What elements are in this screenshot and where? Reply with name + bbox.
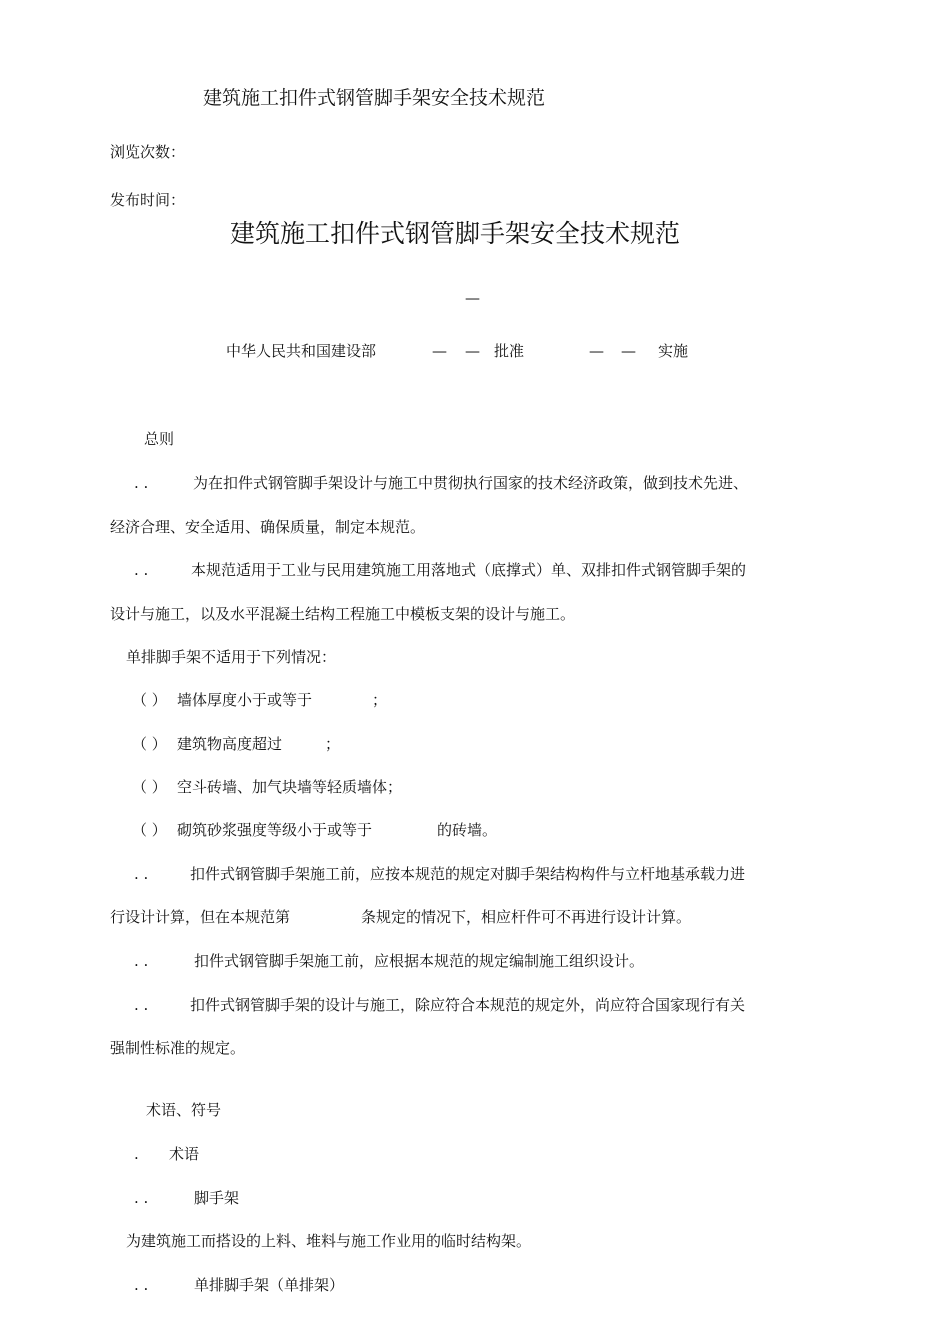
approval-dash-c: —: [589, 342, 604, 360]
clause-text: 扣件式钢管脚手架的设计与施工，除应符合本规范的规定外，尚应符合国家现行有关: [190, 996, 746, 1014]
list-item-text: 墙体厚度小于或等于: [177, 691, 313, 709]
clause-number: . .: [134, 952, 149, 970]
clause-text: 扣件式钢管脚手架施工前，应根据本规范的规定编制施工组织设计。: [194, 952, 645, 970]
title-dash: —: [465, 289, 480, 307]
approval-dash-d: —: [621, 342, 636, 360]
list-item-text: 建筑物高度超过: [177, 735, 283, 753]
publish-time-label: 发布时间：: [110, 191, 186, 209]
term-name: 脚手架: [194, 1189, 240, 1207]
list-item-tail: ；: [372, 691, 388, 709]
clause-number: . .: [134, 474, 149, 492]
list-item-text: 砌筑砂浆强度等级小于或等于: [177, 821, 373, 839]
term-number: . .: [134, 1276, 149, 1294]
page-title: 建筑施工扣件式钢管脚手架安全技术规范: [203, 87, 546, 109]
list-item-mark: （ ）: [132, 735, 167, 753]
term-name: 单排脚手架（单排架）: [194, 1276, 345, 1294]
section-heading-terms: 术语、符号: [146, 1101, 222, 1119]
clause-text: 行设计计算，但在本规范第: [110, 908, 291, 926]
clause-number: . .: [134, 561, 149, 579]
approval-implement: 实施: [658, 342, 689, 360]
list-item-mark: （ ）: [132, 778, 167, 796]
list-item-mark: （ ）: [132, 691, 167, 709]
clause-text: 条规定的情况下，相应杆件可不再进行设计计算。: [361, 908, 692, 926]
list-item-tail: ；: [325, 735, 341, 753]
term-definition: 为建筑施工而搭设的上料、堆料与施工作业用的临时结构架。: [126, 1232, 532, 1250]
clause-number: . .: [134, 996, 149, 1014]
list-item-text: 空斗砖墙、加气块墙等轻质墙体；: [177, 778, 403, 796]
approval-approve: 批准: [494, 342, 525, 360]
clause-text: 扣件式钢管脚手架施工前，应按本规范的规定对脚手架结构构件与立杆地基承载力进: [190, 865, 746, 883]
clause-text: 本规范适用于工业与民用建筑施工用落地式（底撑式）单、双排扣件式钢管脚手架的: [191, 561, 747, 579]
list-item-tail: 的砖墙。: [437, 821, 498, 839]
subsection-number: .: [134, 1145, 139, 1163]
clause-text: 强制性标准的规定。: [110, 1039, 246, 1057]
subsection-heading: 术语: [169, 1145, 200, 1163]
views-label: 浏览次数：: [110, 143, 186, 161]
approval-dash-b: —: [465, 342, 480, 360]
term-number: . .: [134, 1189, 149, 1207]
section-heading-general: 总则: [144, 430, 175, 448]
single-row-intro: 单排脚手架不适用于下列情况：: [126, 648, 337, 666]
clause-text: 为在扣件式钢管脚手架设计与施工中贯彻执行国家的技术经济政策，做到技术先进、: [193, 474, 749, 492]
clause-text: 经济合理、安全适用、确保质量，制定本规范。: [110, 518, 426, 536]
approval-issuer: 中华人民共和国建设部: [226, 342, 377, 360]
clause-text: 设计与施工，以及水平混凝土结构工程施工中模板支架的设计与施工。: [110, 605, 576, 623]
clause-number: . .: [134, 865, 149, 883]
approval-dash-a: —: [432, 342, 447, 360]
document-title: 建筑施工扣件式钢管脚手架安全技术规范: [230, 219, 681, 248]
list-item-mark: （ ）: [132, 821, 167, 839]
